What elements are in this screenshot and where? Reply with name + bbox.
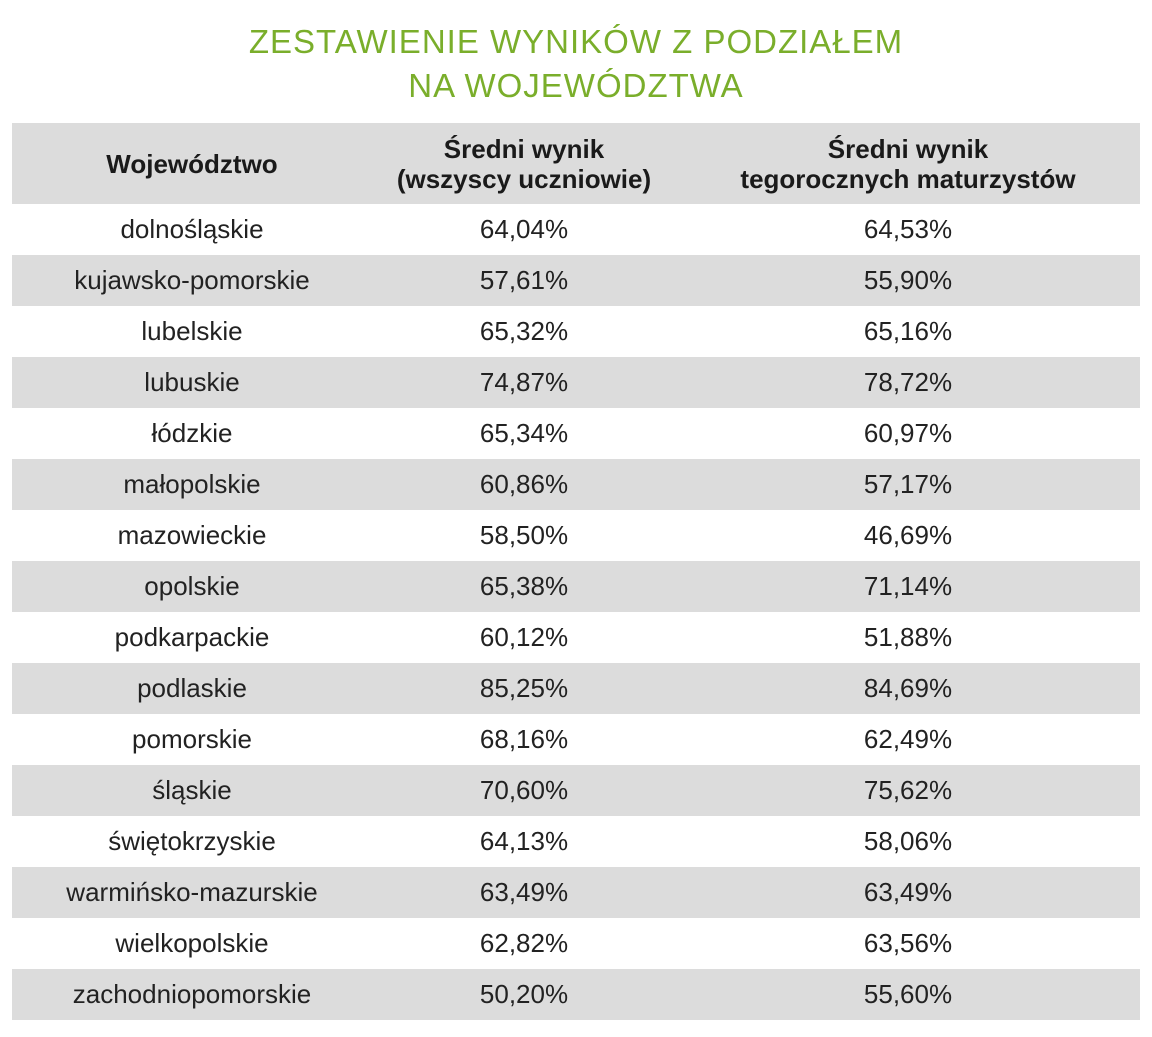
cell-all: 65,34% [372, 408, 676, 459]
cell-grad: 60,97% [676, 408, 1140, 459]
cell-region: dolnośląskie [12, 204, 372, 255]
cell-all: 85,25% [372, 663, 676, 714]
cell-grad: 62,49% [676, 714, 1140, 765]
cell-grad: 63,56% [676, 918, 1140, 969]
results-table [12, 123, 1140, 1020]
cell-all: 65,32% [372, 306, 676, 357]
cell-grad: 55,90% [676, 255, 1140, 306]
table-body [12, 204, 1140, 1020]
cell-all: 74,87% [372, 357, 676, 408]
table-row [12, 867, 1140, 918]
page-title-line1: ZESTAWIENIE WYNIKÓW Z PODZIAŁEM [248, 23, 904, 60]
cell-grad: 71,14% [676, 561, 1140, 612]
table-row [12, 204, 1140, 255]
cell-grad: 51,88% [676, 612, 1140, 663]
header-region [12, 123, 372, 204]
table-row [12, 306, 1140, 357]
cell-region: świętokrzyskie [12, 816, 372, 867]
table-row [12, 510, 1140, 561]
cell-region: podkarpackie [12, 612, 372, 663]
cell-all: 65,38% [372, 561, 676, 612]
cell-region: łódzkie [12, 408, 372, 459]
cell-all: 58,50% [372, 510, 676, 561]
header-all-line2: (wszyscy uczniowie) [396, 163, 652, 194]
header-region-label: Województwo [106, 148, 278, 179]
cell-grad: 64,53% [676, 204, 1140, 255]
header-all-line1: Średni wynik [443, 133, 605, 164]
cell-region: lubuskie [12, 357, 372, 408]
cell-all: 64,13% [372, 816, 676, 867]
cell-region: podlaskie [12, 663, 372, 714]
cell-region: zachodniopomorskie [12, 969, 372, 1020]
cell-all: 68,16% [372, 714, 676, 765]
table-row [12, 918, 1140, 969]
table-row [12, 459, 1140, 510]
cell-region: małopolskie [12, 459, 372, 510]
table-row [12, 816, 1140, 867]
cell-all: 50,20% [372, 969, 676, 1020]
header-grad-line1: Średni wynik [827, 133, 989, 164]
table-row [12, 969, 1140, 1020]
cell-grad: 55,60% [676, 969, 1140, 1020]
cell-all: 62,82% [372, 918, 676, 969]
table-row [12, 612, 1140, 663]
table-row [12, 765, 1140, 816]
cell-all: 57,61% [372, 255, 676, 306]
table-row [12, 408, 1140, 459]
table-row [12, 255, 1140, 306]
cell-region: śląskie [12, 765, 372, 816]
header-all-students [372, 123, 676, 204]
page-title [0, 20, 1152, 108]
cell-grad: 63,49% [676, 867, 1140, 918]
header-grad-line2: tegorocznych maturzystów [740, 163, 1076, 194]
cell-grad: 78,72% [676, 357, 1140, 408]
cell-all: 63,49% [372, 867, 676, 918]
cell-region: kujawsko-pomorskie [12, 255, 372, 306]
cell-all: 60,86% [372, 459, 676, 510]
header-row [12, 123, 1140, 204]
cell-region: pomorskie [12, 714, 372, 765]
cell-grad: 65,16% [676, 306, 1140, 357]
cell-region: mazowieckie [12, 510, 372, 561]
cell-grad: 75,62% [676, 765, 1140, 816]
cell-grad: 57,17% [676, 459, 1140, 510]
header-graduates [676, 123, 1140, 204]
page-title-line2: NA WOJEWÓDZTWA [408, 67, 744, 104]
cell-all: 60,12% [372, 612, 676, 663]
table-row [12, 714, 1140, 765]
cell-grad: 84,69% [676, 663, 1140, 714]
cell-region: warmińsko-mazurskie [12, 867, 372, 918]
table-header [12, 123, 1140, 204]
cell-region: wielkopolskie [12, 918, 372, 969]
table-row [12, 663, 1140, 714]
table-row [12, 561, 1140, 612]
cell-region: opolskie [12, 561, 372, 612]
cell-grad: 46,69% [676, 510, 1140, 561]
cell-grad: 58,06% [676, 816, 1140, 867]
cell-all: 70,60% [372, 765, 676, 816]
cell-region: lubelskie [12, 306, 372, 357]
table-row [12, 357, 1140, 408]
cell-all: 64,04% [372, 204, 676, 255]
